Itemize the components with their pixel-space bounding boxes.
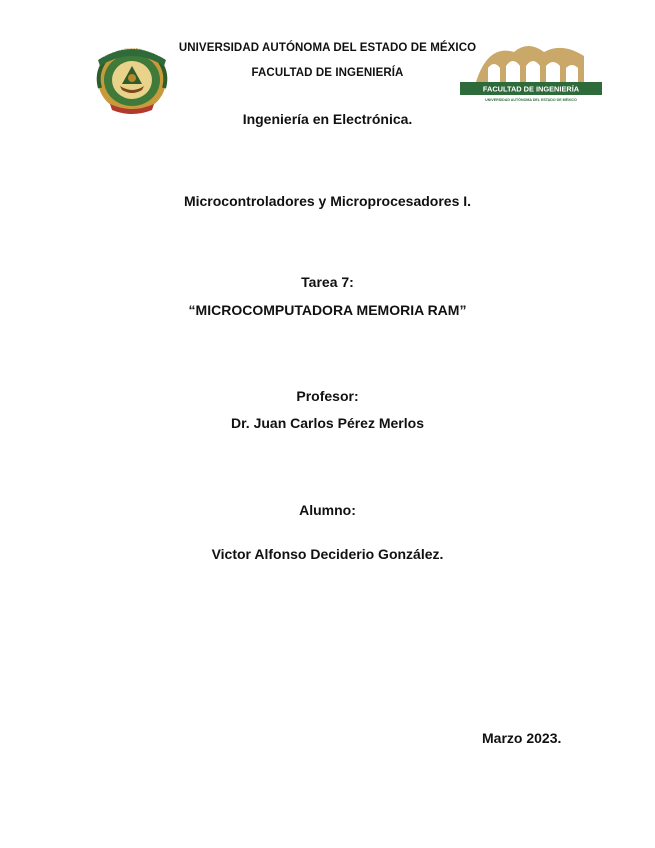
faculty-of-engineering-logo-icon (458, 38, 604, 110)
program-name: Ingeniería en Electrónica. (242, 111, 413, 127)
faculty-name: FACULTAD DE INGENIERÍA (251, 67, 404, 79)
professor-name: Dr. Juan Carlos Pérez Merlos (231, 415, 424, 431)
student-label: Alumno: (299, 502, 356, 518)
course-name: Microcontroladores y Microprocesadores I. (183, 193, 472, 209)
professor-label: Profesor: (296, 388, 359, 404)
logo-band-text: FACULTAD DE INGENIERÍA (482, 84, 580, 94)
seal-ribbon-text: PATRIA CIENCIA Y TRABAJO (102, 44, 162, 58)
logo-sub-text: UNIVERSIDAD AUTÓNOMA DEL ESTADO DE MÉXICO (485, 98, 577, 102)
submission-date: Marzo 2023. (482, 730, 562, 746)
university-name: UNIVERSIDAD AUTÓNOMA DEL ESTADO DE MÉXICO (178, 42, 477, 54)
assignment-label: Tarea 7: (301, 274, 354, 290)
assignment-title: “MICROCOMPUTADORA MEMORIA RAM” (188, 302, 467, 318)
student-name: Victor Alfonso Deciderio González. (211, 546, 444, 562)
